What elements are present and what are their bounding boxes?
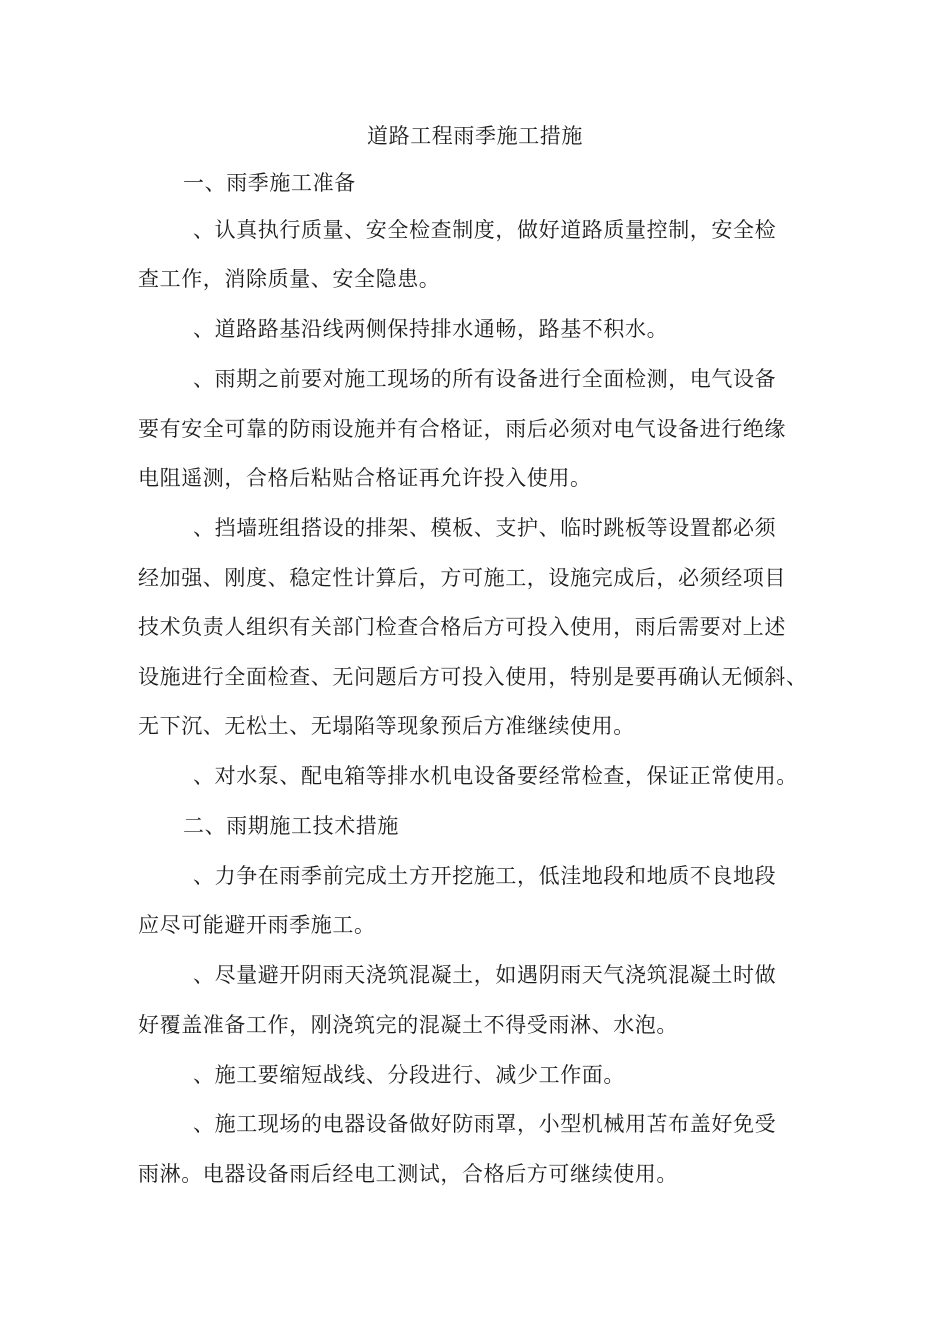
paragraph-line: 、施工要缩短战线、分段进行、减少工作面。 [193, 1063, 625, 1087]
paragraph-line: 经加强、刚度、稳定性计算后，方可施工，设施完成后，必须经项目 [138, 566, 786, 590]
paragraph-line: 查工作，消除质量、安全隐患。 [138, 267, 441, 291]
paragraph-line: 雨淋。电器设备雨后经电工测试，合格后方可继续使用。 [138, 1162, 678, 1186]
paragraph-line: 、挡墙班组搭设的排架、模板、支护、临时跳板等设置都必须 [193, 516, 777, 540]
paragraph-line: 要有安全可靠的防雨设施并有合格证，雨后必须对电气设备进行绝缘 [138, 417, 786, 441]
paragraph-line: 、对水泵、配电箱等排水机电设备要经常检查，保证正常使用。 [193, 764, 798, 788]
paragraph-line: 好覆盖准备工作，刚浇筑完的混凝土不得受雨淋、水泡。 [138, 1013, 678, 1037]
paragraph-line: 设施进行全面检查、无问题后方可投入使用，特别是要再确认无倾斜、 [138, 665, 808, 689]
paragraph-line: 、施工现场的电器设备做好防雨罩，小型机械用苫布盖好免受 [193, 1112, 777, 1136]
document-title: 道路工程雨季施工措施 [367, 124, 583, 148]
paragraph-line: 、认真执行质量、安全检查制度，做好道路质量控制，安全检 [193, 218, 777, 242]
paragraph-line: 电阻遥测，合格后粘贴合格证再允许投入使用。 [138, 466, 592, 490]
section-heading: 二、雨期施工技术措施 [183, 814, 399, 838]
paragraph-line: 无下沉、无松土、无塌陷等现象预后方准继续使用。 [138, 714, 635, 738]
paragraph-line: 应尽可能避开雨季施工。 [138, 913, 376, 937]
paragraph-line: 、道路路基沿线两侧保持排水通畅，路基不积水。 [193, 317, 669, 341]
section-heading: 一、雨季施工准备 [183, 171, 356, 195]
paragraph-line: 、雨期之前要对施工现场的所有设备进行全面检测，电气设备 [193, 367, 777, 391]
paragraph-line: 技术负责人组织有关部门检查合格后方可投入使用，雨后需要对上述 [138, 615, 786, 639]
paragraph-line: 、尽量避开阴雨天浇筑混凝土，如遇阴雨天气浇筑混凝土时做 [193, 963, 777, 987]
paragraph-line: 、力争在雨季前完成土方开挖施工，低洼地段和地质不良地段 [193, 864, 777, 888]
